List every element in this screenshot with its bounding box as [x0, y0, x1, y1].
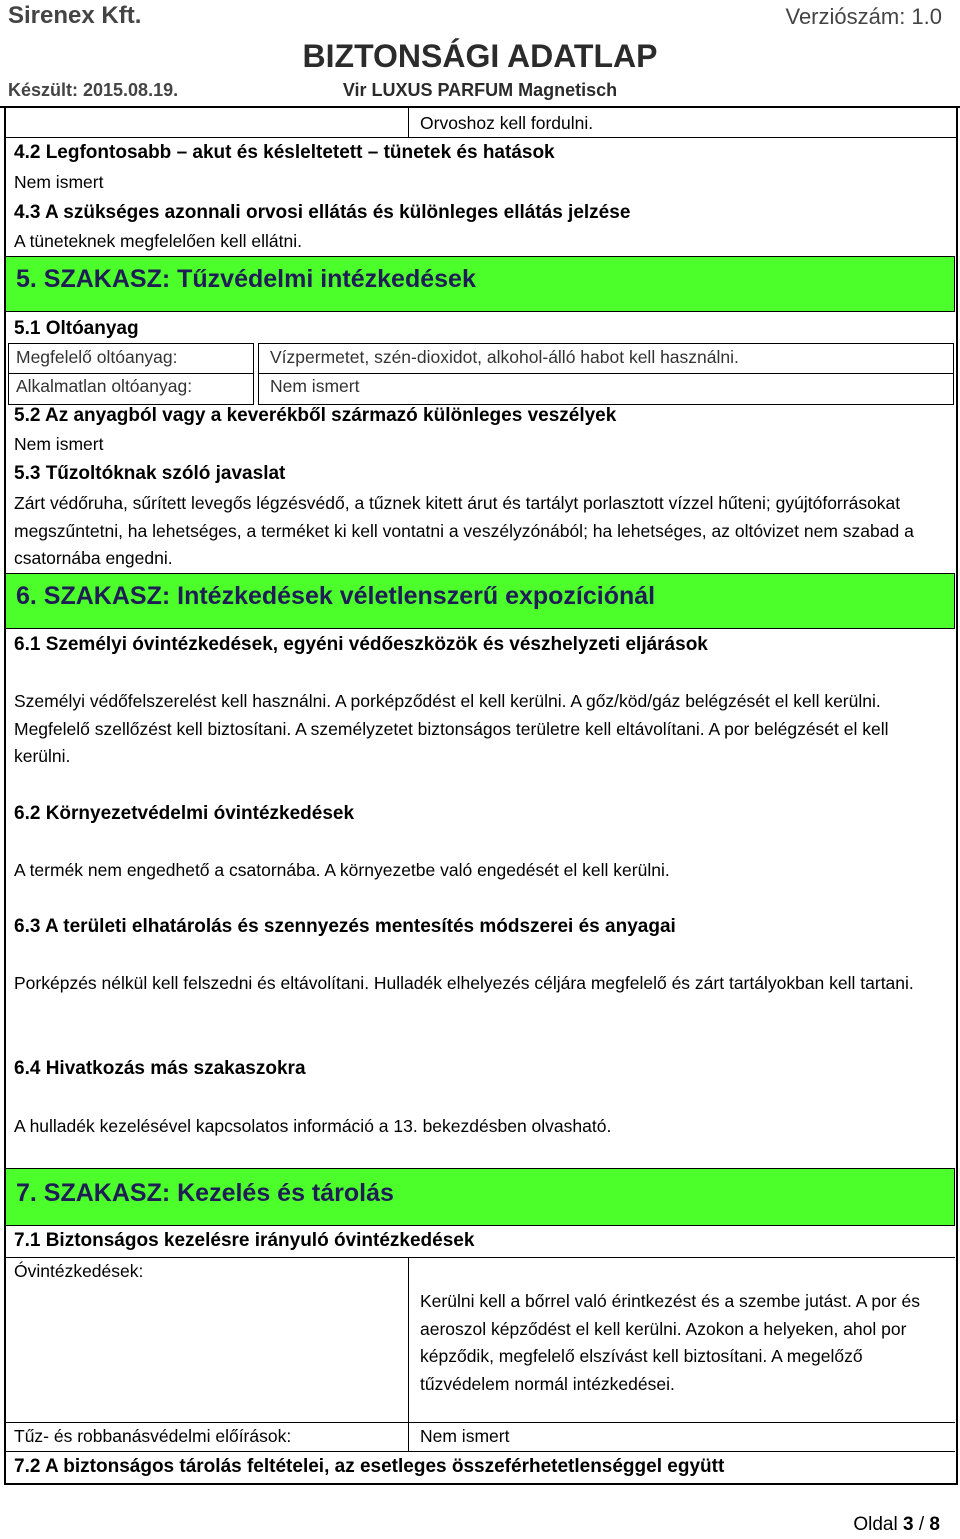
text-6-3: Porképzés nélkül kell felszedni és eltávolítani. Hulladék elhelyezés céljára megfelelő és zárt tartályokban kell tartani.	[14, 973, 914, 993]
page-current: 3	[903, 1514, 914, 1535]
page-prefix: Oldal	[853, 1514, 903, 1535]
precautions-label: Óvintézkedések:	[14, 1261, 144, 1281]
document-title: BIZTONSÁGI ADATLAP	[302, 38, 658, 74]
text-5-3: Zárt védőruha, sűrített levegős légzésvédő, a tűznek kitett árut és tartályt porlasztott vízzel hűteni; gyújtóforrásokat megszűntetni, ha lehetséges, a terméket ki kell vontatni a veszélyzónából; ha lehetséges, az oltóvizet nem szabad a csatornába engedni.	[14, 493, 914, 568]
section-7-banner	[5, 1168, 955, 1226]
table-divider	[8, 373, 254, 374]
table-divider	[5, 1257, 955, 1258]
heading-4-2: 4.2 Legfontosabb – akut és késleltetett – tünetek és hatások	[14, 142, 555, 163]
text-6-4: A hulladék kezelésével kapcsolatos információ a 13. bekezdésben olvasható.	[14, 1116, 612, 1136]
suitable-extinguisher-label: Megfelelő oltóanyag:	[16, 347, 178, 367]
fire-protection-value: Nem ismert	[420, 1426, 510, 1446]
text-6-2: A termék nem engedhető a csatornába. A környezetbe való engedését el kell kerülni.	[14, 860, 670, 880]
heading-5-2: 5.2 Az anyagból vagy a keverékből származó különleges veszélyek	[14, 405, 617, 426]
text-4-3: A tüneteknek megfelelően kell ellátni.	[14, 231, 302, 251]
section-5-title: 5. SZAKASZ: Tűzvédelmi intézkedések	[16, 265, 476, 293]
precautions-value: Kerülni kell a bőrrel való érintkezést és a szembe jutást. A por és aeroszol képződést el kell kerülni. Azokon a helyeken, ahol por képződik, megfelelő elszívást kell biztosítani. A megelőző tűzvédelem normál intézkedései.	[420, 1291, 920, 1394]
section-6-title: 6. SZAKASZ: Intézkedések véletlenszerű expozíciónál	[16, 582, 656, 610]
first-aid-note: Orvoshoz kell fordulni.	[420, 113, 594, 133]
text-6-1: Személyi védőfelszerelést kell használni. A porképződést el kell kerülni. A gőz/köd/gáz belégzését el kell kerülni. Megfelelő szellőzést kell biztosítani. A személyzetet biztonságos területre kell eltávolítani. A por belégzését el kell kerülni.	[14, 691, 889, 766]
heading-4-3: 4.3 A szükséges azonnali orvosi ellátás és különleges ellátás jelzése	[14, 202, 631, 223]
heading-6-4: 6.4 Hivatkozás más szakaszokra	[14, 1058, 306, 1079]
heading-5-3: 5.3 Tűzoltóknak szóló javaslat	[14, 463, 286, 484]
product-name: Vir LUXUS PARFUM Magnetisch	[342, 80, 618, 100]
page-number	[853, 1514, 940, 1536]
content-frame	[4, 106, 958, 1485]
heading-7-1: 7.1 Biztonságos kezelésre irányuló óvintézkedések	[14, 1230, 475, 1251]
section-6-banner	[5, 573, 955, 629]
suitable-extinguisher-value: Vízpermetet, szén-dioxidot, alkohol-álló habot kell használni.	[270, 347, 739, 367]
heading-6-3: 6.3 A területi elhatárolás és szennyezés mentesítés módszerei és anyagai	[14, 916, 676, 937]
page-total: 8	[929, 1514, 940, 1535]
section-7-title: 7. SZAKASZ: Kezelés és tárolás	[16, 1179, 394, 1207]
table-divider	[258, 373, 954, 374]
heading-5-1: 5.1 Oltóanyag	[14, 318, 139, 339]
unsuitable-extinguisher-label: Alkalmatlan oltóanyag:	[16, 376, 193, 396]
heading-7-2: 7.2 A biztonságos tárolás feltételei, az esetleges összeférhetetlenséggel együtt	[14, 1456, 725, 1477]
table-divider	[5, 1451, 955, 1452]
page-separator: /	[913, 1514, 930, 1535]
table-divider	[4, 137, 956, 138]
text-5-2: Nem ismert	[14, 434, 104, 454]
heading-6-1: 6.1 Személyi óvintézkedések, egyéni védőeszközök és vészhelyzeti eljárások	[14, 634, 708, 655]
version-number: Verziószám: 1.0	[785, 4, 942, 29]
heading-6-2: 6.2 Környezetvédelmi óvintézkedések	[14, 803, 355, 824]
company-name: Sirenex Kft.	[8, 2, 142, 29]
creation-date: Készült: 2015.08.19.	[8, 80, 179, 100]
table-divider	[5, 1422, 955, 1423]
table-divider	[408, 108, 409, 138]
text-4-2: Nem ismert	[14, 172, 104, 192]
section-5-banner	[5, 256, 955, 312]
unsuitable-extinguisher-value: Nem ismert	[270, 376, 360, 396]
fire-protection-label: Tűz- és robbanásvédelmi előírások:	[14, 1426, 292, 1446]
